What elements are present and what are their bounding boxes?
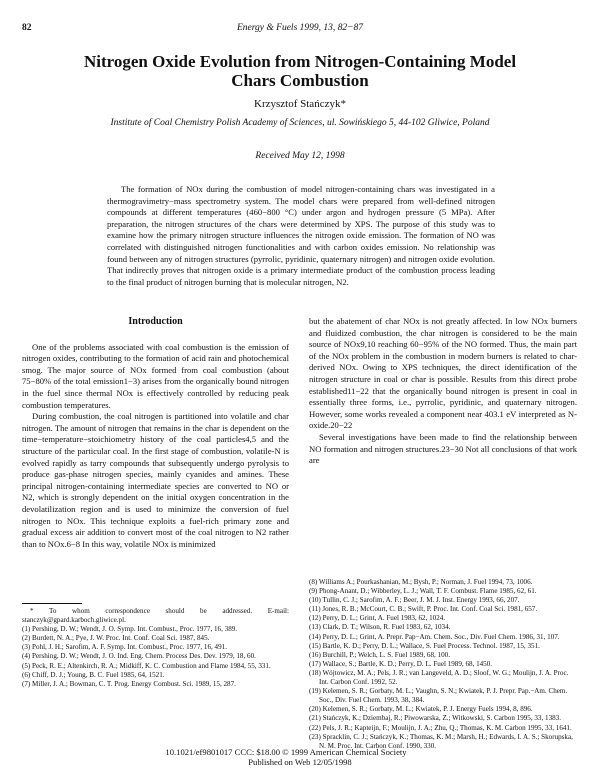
reference-item: (2) Burdett, N. A.; Pye, J. W. Proc. Int. Conf. Coal Sci. 1987, 845. [22,634,210,643]
reference-item: (23) Spracklin, C. J.; Stańczyk, K.; Thomas, K. M.; Marsh, H.; Edwards, I. A. S.; Skorupska, N. M. Proc. Int. Carbon Conf. 1990, 330. [309,732,573,750]
reference-item: (4) Pershing, D. W.; Wendt, J. O. Ind. Eng. Chem. Process Des. Dev. 1979, 18, 60. [22,652,256,661]
reference-item: (9) Phong-Anant, D.; Wibberley, L. J.; Wall, T. F. Combust. Flame 1985, 62, 61. [309,587,537,596]
reference-item: (19) Kelemen, S. R.; Gorbaty, M. L.; Vaughn, S. N.; Kwiatek, P. J. Prepr. Pap.−Am. Chem. Soc., Div. Fuel Chem. 1993, 38, 384. [309,687,568,705]
reference-item: (13) Clark, D. T.; Wilson, R. Fuel 1983, 62, 1034. [309,623,451,632]
reference-item: (6) Chiff, D. J.; Young, B. C. Fuel 1985, 64, 1521. [22,670,165,679]
reference-item: (10) Tullin, C. J.; Sarofim, A. F.; Beer, J. M. J. Inst. Energy 1993, 66, 207. [309,596,520,605]
article-author: Krzysztof Stańczyk* [254,98,346,110]
footnotes-left [22,607,289,689]
reference-item: (14) Perry, D. L.; Grint, A. Prepr. Pap−Am. Chem. Soc., Div. Fuel Chem. 1986, 31, 107. [309,632,560,641]
reference-item: (17) Wallace, S.; Bartle, K. D.; Perry, D. L. Fuel 1989, 68, 1450. [309,659,493,668]
reference-item: (3) Pohl, J. H.; Sarofim, A. F. Symp. Int. Combust., Proc. 1977, 16, 491. [22,643,227,652]
abstract: The formation of NOx during the combustion of model nitrogen-containing chars was investigated in a thermogravimetry−mass spectrometry system. The model chars were prepared from well-defined nitrogen compounds at different temperatures (460−800 °C) under argon and hydrogen pressure (5 MPa). After preparation, the nitrogen structures of the chars were determined by XPS. The purpose of this study was to examine how the primary nitrogen structure influences the nitrogen oxide emission. The formation of NO was correlated with distinguished nitrogen functionalities and with carbon oxides emission. No relationship was found between any of nitrogen structures (pyrrolic, pyridinic, quaternary nitrogen) and nitrogen oxide evolution. That indirectly proves that nitrogen oxide is a primary intermediate product of the combustion process leading to the final product of nitrogen burning that is molecular nitrogen, N2. [107,184,495,287]
footnotes-right [309,578,577,751]
reference-item: (21) Stańczyk, K.; Dziembaj, R.; Piwowarska, Z.; Witkowski, S. Carbon 1995, 33, 1383. [309,714,561,723]
body-paragraph: One of the problems associated with coal combustion is the emission of nitrogen oxides, contributing to the formation of acid rain and photochemical smog. The major source of NOx formed from coal combustion (about 75−80% of the total emission1−3) arises from the organically bound nitrogen in the fuel since thermal NOx is effectively controlled by reducing peak combustion temperatures. [22,341,289,410]
reference-item: (16) Burchill, P.; Welch, L. S. Fuel 1989, 68, 100. [309,650,450,659]
section-heading: Introduction [128,316,183,327]
page-footer [0,747,600,767]
journal-reference: Energy & Fuels 1999, 13, 82−87 [236,23,364,33]
body-paragraph: but the abatement of char NOx is not greatly affected. In low NOx burners and fluidized combustion, the char nitrogen is considered to be the main source of NOx9,10 reaching 60−95% of the NO formed. Thus, the main part of the NOx problem in the combustion in modern burners is related to char-derived NOx. Owing to XPS techniques, the direct identification of the nitrogen structure in coal or char is possible. Results from this direct probe established11−22 that the organically bound nitrogen is present in coal in essentially three forms, i.e., pyrrolic, pyridinic, and quaternary nitrogen. However, some works revealed a component near 403.1 eV interpreted as N-oxide.20−22 [309,316,577,431]
reference-item: (1) Pershing, D. W.; Wendt, J. O. Symp. Int. Combust., Proc. 1977, 16, 389. [22,625,238,634]
reference-item: (18) Wójtowicz, M. A.; Pels, J. R.; van Langeveld, A. D.; Sloof, W. G.; Moulijn, J. A. Proc. Int. Carbon Conf. 1992, 52. [309,668,569,687]
body-paragraph: Several investigations have been made to find the relationship between NO formation and nitrogen structures.23−30 Not all conclusions of that work are [309,431,577,466]
received-date: Received May 12, 1998 [255,151,345,161]
running-header [22,23,578,37]
author-affiliation: Institute of Coal Chemistry Polish Academy of Sciences, ul. Sowińskiego 5, 44-102 Gliwice, Poland [110,118,490,128]
left-column [22,316,289,550]
reference-item: (12) Perry, D. L.; Grint, A. Fuel 1983, 62, 1024. [309,614,446,623]
correspondence-note: * To whom correspondence should be addressed. E-mail: stanczyk@gpard.karboch.gliwice.pl. [22,607,289,625]
doi-copyright: 10.1021/ef9801017 CCC: $18.00 © 1999 American Chemical Society [165,747,407,757]
reference-item: (7) Miller, J. A.; Bowman, C. T. Prog. Energy Combust. Sci. 1989, 15, 287. [22,679,236,688]
article-title: Nitrogen Oxide Evolution from Nitrogen-Containing Model Chars Combustion [83,52,517,90]
reference-item: (8) Williams A.; Pourkashanian, M.; Bysh, P.; Norman, J. Fuel 1994, 73, 1006. [309,578,533,586]
page-number: 82 [22,23,32,33]
reference-item: (20) Kelemen, S. R.; Gorbaty, M. L.; Kwiatek, P. J. Energy Fuels 1994, 8, 896. [309,705,533,714]
right-column [309,316,577,467]
reference-item: (5) Peck, R. E.; Altenkirch, R. A.; Midkiff, K. C. Combustion and Flame 1984, 55, 331. [22,661,271,670]
reference-item: (22) Pels, J. R.; Kapteijn, F.; Moulijn, J. A.; Zhu, Q.; Thomas, K. M. Carbon 1995, 33, 1641. [309,723,572,732]
footnote-divider [22,603,82,604]
body-paragraph: During combustion, the coal nitrogen is partitioned into volatile and char nitrogen. The amount of nitrogen that remains in the char is dependent on the time−temperature−stoichiometry history of the coal particles4,5 and the structure of the particular coal. In the first stage of combustion, volatile-N is evolved rapidly as tarry compounds that subsequently undergo pyrolysis to produce gas-phase nitrogen species, mainly cyanides and amines. These principal nitrogen-containing intermediate species are converted to NO or N2, which is strongly dependent on the initial oxygen concentration in the devolatilization region and is used to minimize the conversion of fuel nitrogen to NOx. This technique exploits a fuel-rich primary zone and gradual excess air addition to convert most of the coal nitrogen to N2 rather than to NOx.6−8 In this way, volatile NOx is minimized [22,411,289,549]
reference-item: (11) Jones, R. B.; McCourt, C. B.; Swift, P. Proc. Int. Conf. Coal Sci. 1981, 657. [309,605,538,614]
reference-item: (15) Bartle, K. D.; Perry, D. L.; Wallace, S. Fuel Process. Technol. 1987, 15, 351. [309,641,540,650]
publication-date: Published on Web 12/05/1998 [248,757,352,767]
